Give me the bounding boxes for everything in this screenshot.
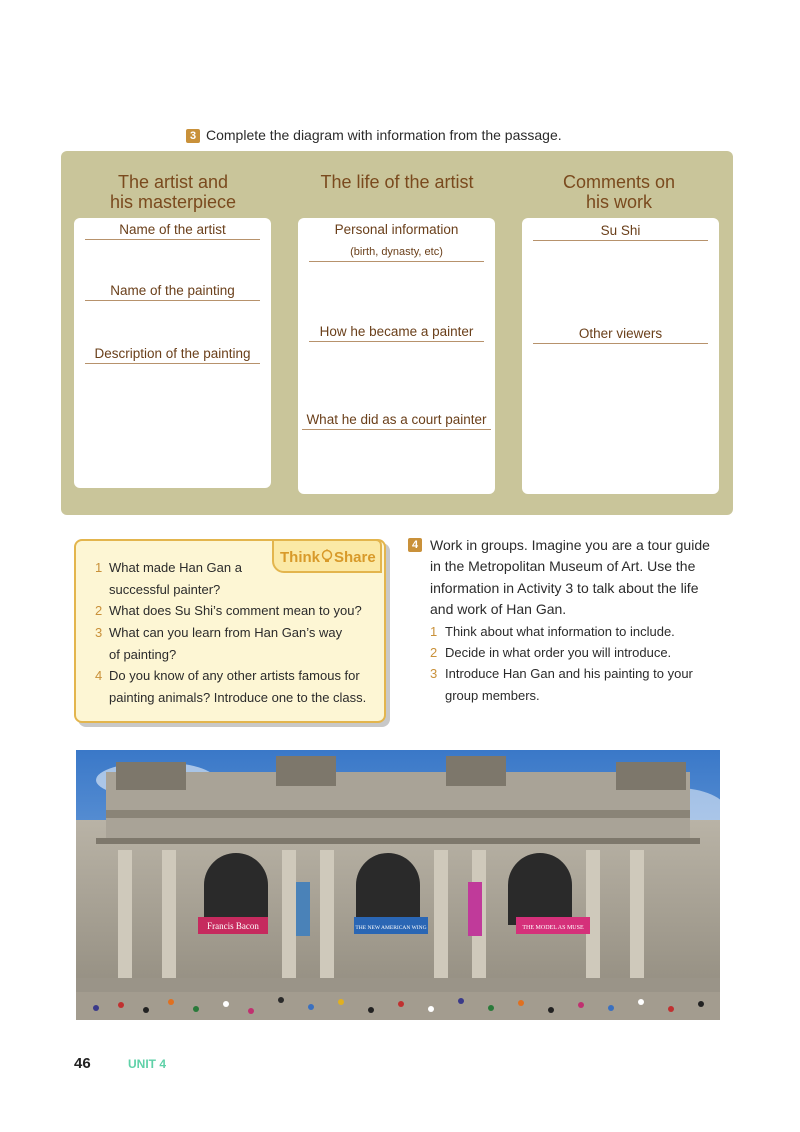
- question-text: What does Su Shi’s comment mean to you?: [109, 603, 362, 618]
- field-personal-information[interactable]: Personal information: [334, 222, 459, 237]
- think-label: Think: [280, 549, 320, 566]
- field-other-viewers[interactable]: Other viewers: [533, 326, 708, 344]
- banner-left-text: Francis Bacon: [207, 921, 259, 931]
- column-title-artist: [73, 172, 273, 212]
- activity-3-instruction: [186, 127, 562, 143]
- step-text: Introduce Han Gan and his painting to your: [445, 666, 693, 681]
- field-court-painter[interactable]: What he did as a court painter: [302, 412, 491, 430]
- think-share-badge: [272, 539, 382, 573]
- step-text: group members.: [445, 688, 540, 703]
- activity-3-text: Complete the diagram with information from the passage.: [206, 127, 562, 143]
- field-personal-info-note: (birth, dynasty, etc): [309, 246, 484, 262]
- card-artist: [74, 218, 271, 488]
- question-text: Do you know of any other artists famous for: [109, 668, 360, 683]
- card-comments: [522, 218, 719, 494]
- museum-photo: [76, 750, 720, 1020]
- question-number: 2: [95, 603, 103, 618]
- field-su-shi[interactable]: Su Shi: [533, 223, 708, 241]
- share-label: Share: [334, 549, 376, 566]
- column-title-line: The life of the artist: [320, 172, 474, 192]
- step-number: 1: [430, 624, 438, 639]
- activity-4-text: and work of Han Gan.: [430, 601, 567, 617]
- question-text: of painting?: [109, 647, 177, 662]
- page-number: 46: [74, 1055, 91, 1072]
- column-title-line: The artist and: [117, 172, 229, 192]
- question-text: successful painter?: [109, 582, 221, 597]
- field-how-became-painter[interactable]: How he became a painter: [309, 324, 484, 342]
- column-title-line: Comments on: [562, 172, 676, 192]
- column-title-comments: [521, 172, 717, 212]
- column-title-line: his masterpiece: [109, 192, 237, 212]
- question-text: What made Han Gan a: [109, 560, 242, 575]
- museum-facade-illustration: [76, 750, 720, 1020]
- step-text: Think about what information to include.: [445, 624, 675, 639]
- question-number: 1: [95, 560, 103, 575]
- field-description-of-painting[interactable]: Description of the painting: [85, 346, 260, 364]
- banner-middle-text: THE NEW AMERICAN WING: [355, 925, 427, 931]
- question-text: What can you learn from Han Gan’s way: [109, 625, 343, 640]
- question-number: 3: [95, 625, 103, 640]
- activity-4-text: Work in groups. Imagine you are a tour guide: [430, 537, 710, 553]
- step-number: 3: [430, 666, 438, 681]
- column-title-line: his work: [585, 192, 652, 212]
- lightbulb-icon: [321, 549, 333, 563]
- card-life: [298, 218, 495, 494]
- banner-right-text: THE MODEL AS MUSE: [522, 925, 584, 931]
- activity-4-text: information in Activity 3 to talk about the life: [430, 580, 699, 596]
- think-share-label: [280, 549, 376, 566]
- activity-number-badge: 3: [186, 129, 200, 143]
- diagram-panel: [61, 151, 733, 515]
- step-text: Decide in what order you will introduce.: [445, 645, 672, 660]
- question-text: painting animals? Introduce one to the class.: [109, 690, 367, 705]
- field-name-of-artist[interactable]: Name of the artist: [85, 222, 260, 240]
- step-number: 2: [430, 645, 438, 660]
- field-name-of-painting[interactable]: Name of the painting: [85, 283, 260, 301]
- question-number: 4: [95, 668, 103, 683]
- unit-label: UNIT 4: [128, 1057, 167, 1071]
- activity-number-badge: 4: [408, 538, 422, 552]
- activity-4-text: in the Metropolitan Museum of Art. Use the: [430, 558, 696, 574]
- column-title-life: [297, 172, 497, 192]
